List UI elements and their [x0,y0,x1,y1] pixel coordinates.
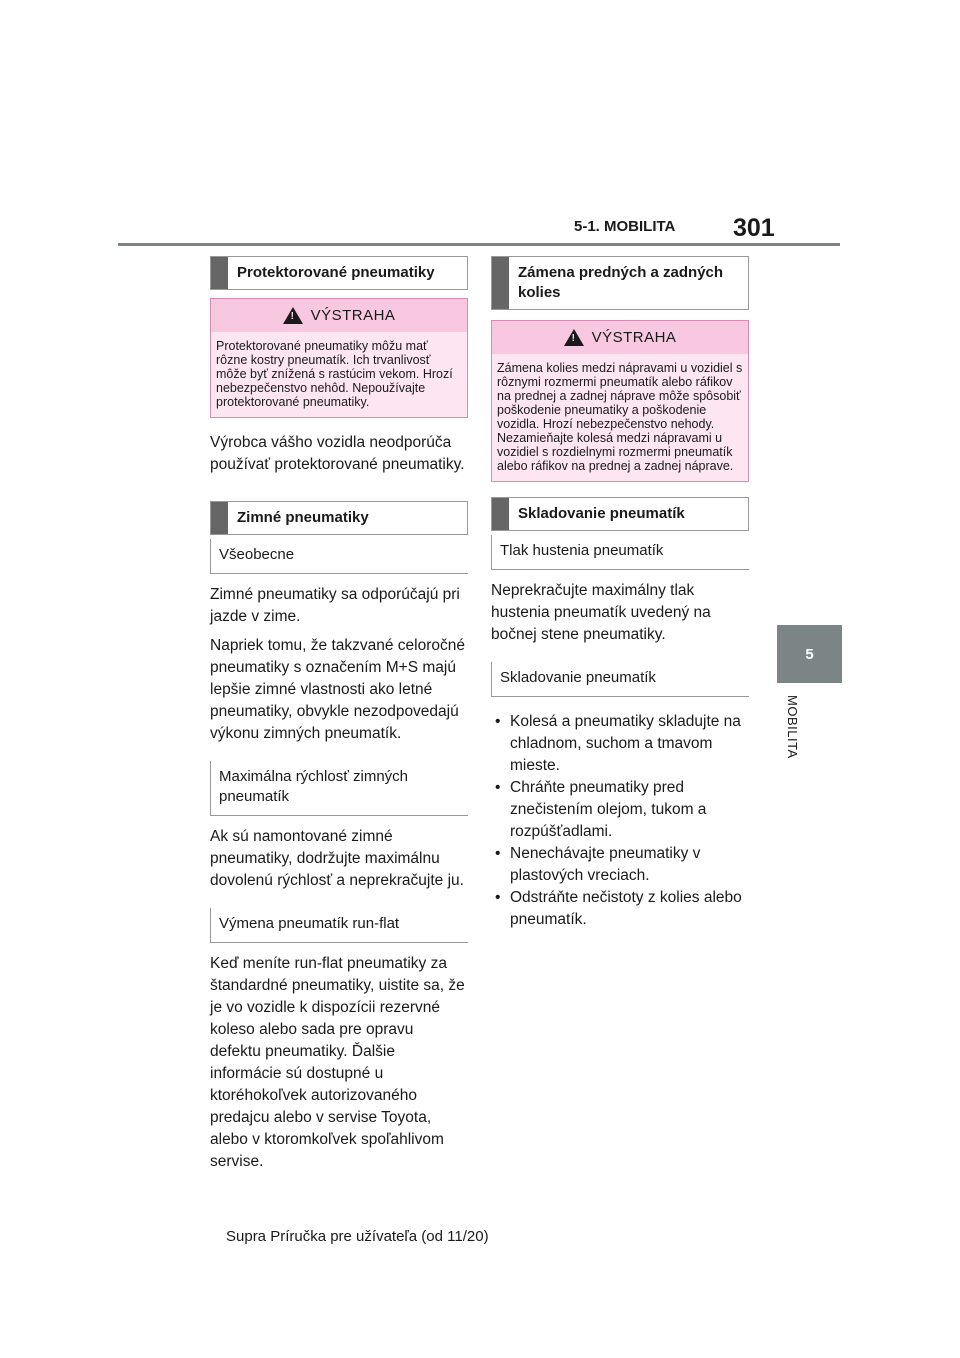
heading-retreaded-tires [210,256,468,290]
warning-triangle-icon: ! [283,307,303,324]
subheading-storage: Skladovanie pneumatík [491,662,749,697]
page-footer: Supra Príručka pre užívateľa (od 11/20) [226,1228,489,1245]
left-column [210,256,468,1173]
header-divider [118,243,840,246]
chapter-tab-label: MOBILITA [785,695,800,759]
subheading-tire-pressure: Tlak hustenia pneumatík [491,535,749,570]
paragraph: Keď meníte run-flat pneumatiky za štandardné pneumatiky, uistite sa, že je vo vozidle k dispozícii rezervné koleso alebo sada pre opravu defektu pneumatiky. Ďalšie informácie sú dostupné u ktoréhokoľvek autorizovaného predajcu alebo v servise Toyota, alebo v ktoromkoľvek spoľahlivom servise. [210,955,465,1170]
warning-title-bar [211,299,467,332]
list-item: • Kolesá a pneumatiky skladujte na chladnom, suchom a tmavom mieste. [491,711,749,777]
heading-wheel-swap [491,256,749,310]
heading-winter-tires [210,501,468,535]
subheading-run-flat: Výmena pneumatík run-flat [210,908,468,943]
list-item: • Nenechávajte pneumatiky v plastových vreciach. [491,843,749,887]
right-column [491,256,749,931]
warning-triangle-icon: ! [564,329,584,346]
heading-text: Skladovanie pneumatík [518,505,685,522]
paragraph: Napriek tomu, že takzvané celoročné pneumatiky s označením M+S majú lepšie zimné vlastnosti ako letné pneumatiky, obvykle nezodpovedajú výkonu zimných pneumatík. [210,637,466,742]
warning-box [491,320,749,482]
list-item: • Odstráňte nečistoty z kolies alebo pneumatík. [491,887,749,931]
warning-box [210,298,468,418]
heading-bar [211,502,228,534]
warning-title: VÝSTRAHA [591,329,677,346]
heading-tire-storage [491,497,749,531]
warning-title: VÝSTRAHA [310,307,396,324]
storage-bullet-list [491,711,749,931]
paragraph: Ak sú namontované zimné pneumatiky, dodržujte maximálnu dovolenú rýchlosť a neprekračujte ju. [210,828,464,889]
heading-bar [492,257,509,309]
subheading-max-speed: Maximálna rýchlosť zimných pneumatík [210,761,468,816]
heading-text: Zimné pneumatiky [237,509,369,526]
subheading-general: Všeobecne [210,539,468,574]
warning-title-bar [492,321,748,354]
warning-text: Zámena kolies medzi nápravami u vozidiel s rôznymi rozmermi pneumatík alebo ráfikov na prednej a zadnej náprave môže spôsobiť poškodenie pneumatiky a poškodenie vozidla. Hrozí nebezpečenstvo nehody. Nezamieňajte kolesá medzi nápravami u vozidiel s rozdielnymi rozmermi pneumatík alebo ráfikov na prednej a zadnej náprave. [492,354,748,481]
paragraph: Výrobca vášho vozidla neodporúča používať protektorované pneumatiky. [210,434,465,473]
list-item: • Chráňte pneumatiky pred znečistením olejom, tukom a rozpúšťadlami. [491,777,749,843]
heading-text: Zámena predných a zadných kolies [518,264,724,301]
heading-bar [211,257,228,289]
page-number: 301 [733,214,775,242]
paragraph: Zimné pneumatiky sa odporúčajú pri jazde v zime. [210,586,460,625]
chapter-tab: 5 [777,625,842,683]
warning-text: Protektorované pneumatiky môžu mať rôzne kostry pneumatík. Ich trvanlivosť môže byť znížená s rastúcim vekom. Hrozí nebezpečenstvo nehôd. Nepoužívajte protektorované pneumatiky. [211,332,467,417]
section-title: 5-1. MOBILITA [574,218,676,235]
heading-bar [492,498,509,530]
heading-text: Protektorované pneumatiky [237,264,435,281]
paragraph: Neprekračujte maximálny tlak hustenia pneumatík uvedený na bočnej stene pneumatiky. [491,582,711,643]
